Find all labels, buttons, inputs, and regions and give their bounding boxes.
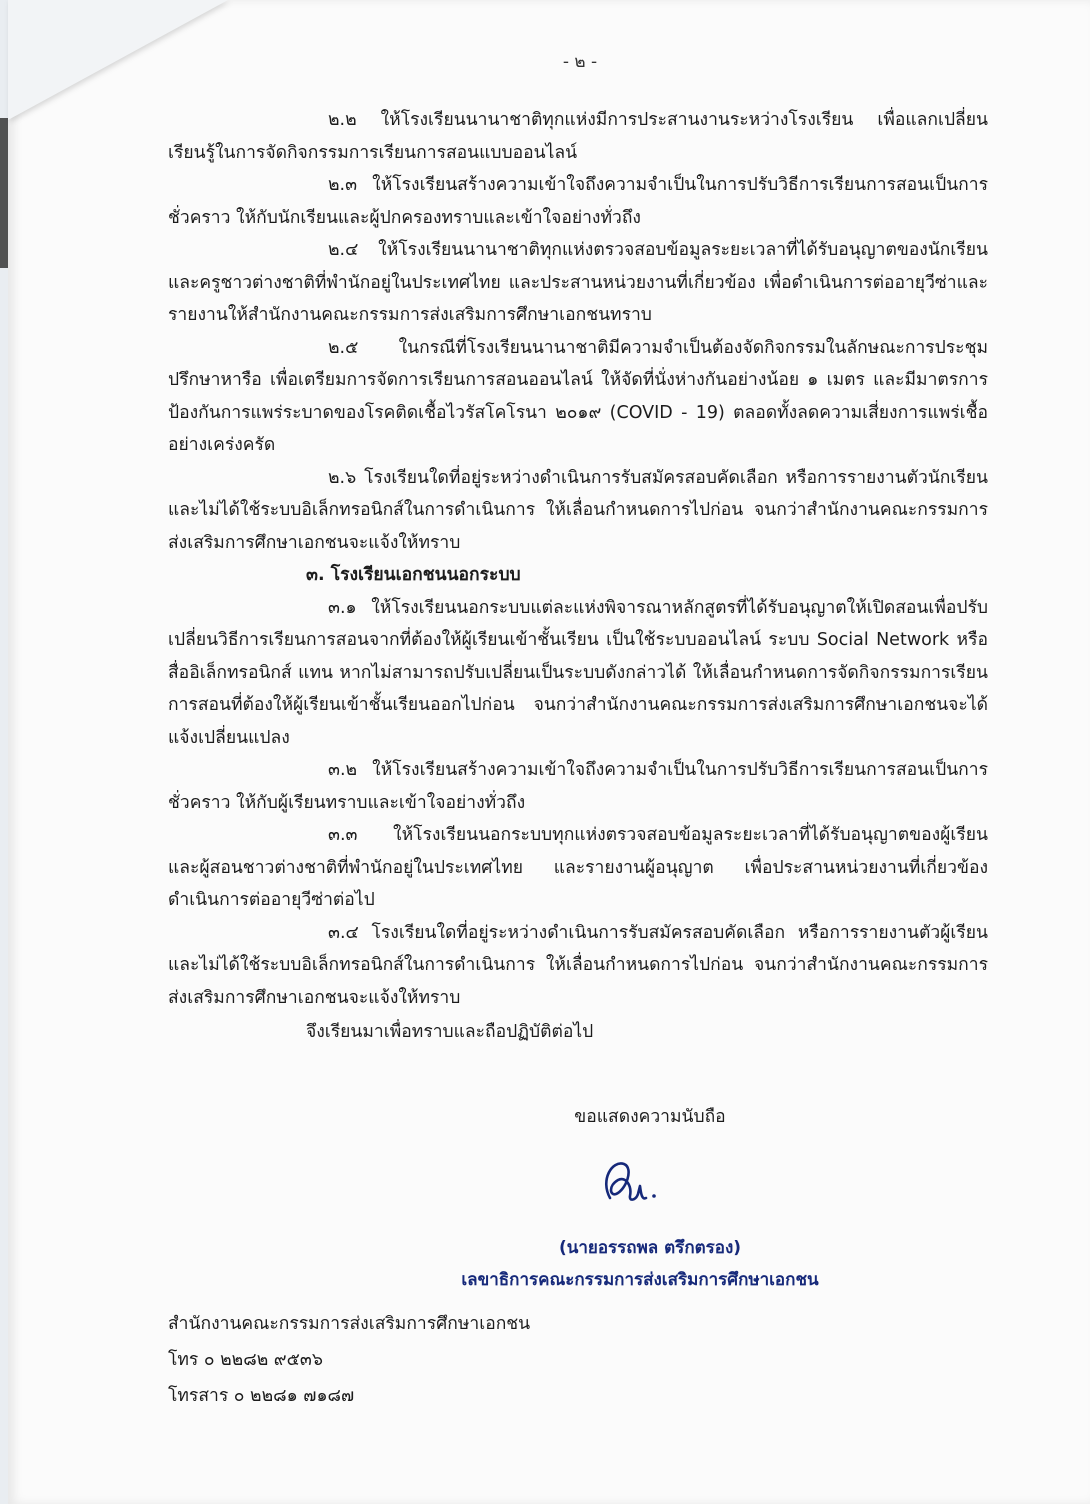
office-contact [168, 1306, 530, 1414]
paragraph-3-3: ๓.๓ ให้โรงเรียนนอกระบบทุกแห่งตรวจสอบข้อมูลระยะเวลาที่ได้รับอนุญาตของผู้เรียนและผู้สอนชาวต่างชาติที่พำนักอยู่ในประเทศไทย และรายงานผู้อนุญาต เพื่อประสานหน่วยงานที่เกี่ยวข้องดำเนินการต่ออายุวีซ่าต่อไป [168, 825, 988, 910]
section-3-heading: ๓. โรงเรียนเอกชนนอกระบบ [306, 565, 521, 585]
paragraph-2-2: ๒.๒ ให้โรงเรียนนานาชาติทุกแห่งมีการประสานงานระหว่างโรงเรียน เพื่อแลกเปลี่ยนเรียนรู้ในการจัดกิจกรรมการเรียนการสอนแบบออนไลน์ [168, 110, 988, 163]
page-number: - ๒ - [562, 52, 598, 72]
fax: โทรสาร ๐ ๒๒๘๑ ๗๑๘๗ [168, 1386, 355, 1406]
closing-statement: จึงเรียนมาเพื่อทราบและถือปฏิบัติต่อไป [306, 1022, 594, 1042]
handwritten-signature [596, 1150, 666, 1220]
paragraph-3-1: ๓.๑ ให้โรงเรียนนอกระบบแต่ละแห่งพิจารณาหลักสูตรที่ได้รับอนุญาตให้เปิดสอนเพื่อปรับเปลี่ยนวิธีการเรียนการสอนจากที่ต้องให้ผู้เรียนเข้าชั้นเรียน เป็นใช้ระบบออนไลน์ ระบบ Social Network หรือสื่ออิเล็กทรอนิกส์ แทน หากไม่สามารถปรับเปลี่ยนเป็นระบบดังกล่าวได้ ให้เลื่อนกำหนดการจัดกิจกรรมการเรียนการสอนที่ต้องให้ผู้เรียนเข้าชั้นเรียนออกไปก่อน จนกว่าสำนักงานคณะกรรมการส่งเสริมการศึกษาเอกชนจะได้แจ้งเปลี่ยนแปลง [168, 597, 988, 748]
closing-salutation-block [430, 1102, 870, 1130]
binding-mark [0, 118, 8, 268]
signatory-title: เลขาธิการคณะกรรมการส่งเสริมการศึกษาเอกชน [461, 1270, 819, 1290]
letter-body [168, 104, 988, 1049]
paragraph-2-3: ๒.๓ ให้โรงเรียนสร้างความเข้าใจถึงความจำเป็นในการปรับวิธีการเรียนการสอนเป็นการชั่วคราว ให้กับนักเรียนและผู้ปกครองทราบและเข้าใจอย่างทั่วถึง [168, 175, 988, 228]
office-name: สำนักงานคณะกรรมการส่งเสริมการศึกษาเอกชน [168, 1314, 531, 1334]
paragraph-2-4: ๒.๔ ให้โรงเรียนนานาชาติทุกแห่งตรวจสอบข้อมูลระยะเวลาที่ได้รับอนุญาตของนักเรียนและครูชาวต่างชาติที่พำนักอยู่ในประเทศไทย และประสานหน่วยงานที่เกี่ยวข้อง เพื่อดำเนินการต่ออายุวีซ่าและรายงานให้สำนักงานคณะกรรมการส่งเสริมการศึกษาเอกชนทราบ [168, 240, 988, 325]
paragraph-3-4: ๓.๔ โรงเรียนใดที่อยู่ระหว่างดำเนินการรับสมัครสอบคัดเลือก หรือการรายงานตัวผู้เรียนและไม่ได้ใช้ระบบอิเล็กทรอนิกส์ในการดำเนินการ ให้เลื่อนกำหนดการไปก่อน จนกว่าสำนักงานคณะกรรมการส่งเสริมการศึกษาเอกชนจะแจ้งให้ทราบ [168, 922, 988, 1008]
telephone: โทร ๐ ๒๒๘๒ ๙๕๓๖ [168, 1350, 323, 1370]
paragraph-2-6: ๒.๖ โรงเรียนใดที่อยู่ระหว่างดำเนินการรับสมัครสอบคัดเลือก หรือการรายงานตัวนักเรียนและไม่ได้ใช้ระบบอิเล็กทรอนิกส์ในการดำเนินการ ให้เลื่อนกำหนดการไปก่อน จนกว่าสำนักงานคณะกรรมการส่งเสริมการศึกษาเอกชนจะแจ้งให้ทราบ [168, 467, 988, 553]
paragraph-3-2: ๓.๒ ให้โรงเรียนสร้างความเข้าใจถึงความจำเป็นในการปรับวิธีการเรียนการสอนเป็นการชั่วคราว ให้กับผู้เรียนทราบและเข้าใจอย่างทั่วถึง [168, 760, 988, 813]
closing-salutation: ขอแสดงความนับถือ [574, 1107, 726, 1127]
signatory-name: (นายอรรถพล ตรึกตรอง) [558, 1238, 742, 1258]
paragraph-2-5: ๒.๕ ในกรณีที่โรงเรียนนานาชาติมีความจำเป็นต้องจัดกิจกรรมในลักษณะการประชุมปรึกษาหารือ เพื่อเตรียมการจัดการเรียนการสอนออนไลน์ ให้จัดที่นั่งห่างกันอย่างน้อย ๑ เมตร และมีมาตรการป้องกันการแพร่ระบาดของโรคติดเชื้อไวรัสโคโรนา ๒๐๑๙ (COVID - 19) ตลอดทั้งลดความเสี่ยงการแพร่เชื้ออย่างเคร่งครัด [168, 337, 988, 455]
